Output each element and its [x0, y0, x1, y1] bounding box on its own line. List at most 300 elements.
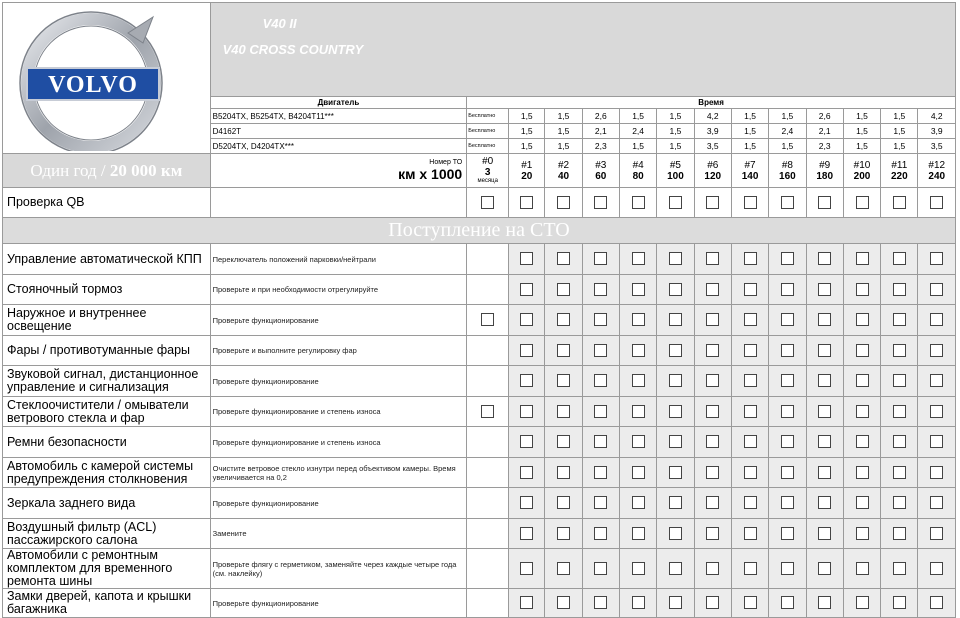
checklist-item-label: Замки дверей, капота и крышки багажника: [3, 589, 211, 618]
checkbox[interactable]: [557, 527, 570, 540]
checklist-item-description: Проверьте и при необходимости отрегулируйте: [210, 275, 467, 305]
checkbox[interactable]: [744, 344, 757, 357]
checkbox[interactable]: [818, 596, 831, 609]
checkbox-cell: [619, 589, 656, 618]
checklist-row: [3, 397, 956, 427]
period-label-bold: 20 000 км: [109, 160, 183, 180]
checkbox-cell: [918, 458, 956, 488]
engine-time-value: 3,9: [918, 124, 956, 139]
engine-name: D4162T: [210, 124, 467, 139]
checkbox[interactable]: [706, 562, 719, 575]
checkbox-cell: [467, 589, 509, 618]
checklist-item-description: Проверьте функционирование: [210, 305, 467, 336]
checkbox-cell: [843, 275, 880, 305]
checkbox[interactable]: [893, 344, 906, 357]
checkbox-cell: [694, 305, 731, 336]
checkbox[interactable]: [706, 466, 719, 479]
checkbox-cell: [918, 336, 956, 366]
checkbox[interactable]: [520, 405, 533, 418]
checkbox-cell: [582, 275, 619, 305]
checkbox[interactable]: [893, 596, 906, 609]
checkbox[interactable]: [669, 374, 682, 387]
checkbox-cell: [918, 397, 956, 427]
checkbox[interactable]: [930, 466, 943, 479]
engine-time-value: 4,2: [694, 109, 731, 124]
checkbox[interactable]: [557, 283, 570, 296]
checkbox[interactable]: [930, 496, 943, 509]
checkbox[interactable]: [520, 496, 533, 509]
checkbox[interactable]: [744, 596, 757, 609]
checkbox-cell: [582, 488, 619, 519]
service-step-header: [881, 154, 918, 188]
checkbox[interactable]: [818, 405, 831, 418]
checkbox[interactable]: [706, 374, 719, 387]
checkbox[interactable]: [632, 435, 645, 448]
checkbox[interactable]: [520, 344, 533, 357]
checkbox[interactable]: [930, 196, 943, 209]
checklist-row: [3, 549, 956, 589]
checkbox-cell: [918, 366, 956, 397]
checkbox[interactable]: [594, 252, 607, 265]
logo-cell: [3, 3, 211, 154]
checkbox[interactable]: [781, 405, 794, 418]
checkbox[interactable]: [594, 374, 607, 387]
checkbox[interactable]: [520, 252, 533, 265]
checkbox[interactable]: [632, 527, 645, 540]
checkbox-cell: [509, 427, 545, 458]
checkbox[interactable]: [818, 196, 831, 209]
checkbox[interactable]: [706, 313, 719, 326]
checkbox[interactable]: [818, 283, 831, 296]
service-steps-row: [3, 154, 956, 188]
checkbox[interactable]: [594, 527, 607, 540]
checkbox[interactable]: [594, 596, 607, 609]
checkbox[interactable]: [893, 435, 906, 448]
checkbox-cell: [619, 427, 656, 458]
checkbox[interactable]: [856, 596, 869, 609]
checkbox[interactable]: [669, 562, 682, 575]
checkbox[interactable]: [893, 252, 906, 265]
checkbox[interactable]: [856, 435, 869, 448]
checkbox[interactable]: [557, 405, 570, 418]
checkbox[interactable]: [706, 596, 719, 609]
engine-time-value: 1,5: [769, 109, 806, 124]
checklist-item-description: Очистите ветровое стекло изнутри перед объективом камеры. Время увеличивается на 0,2: [210, 458, 467, 488]
service-step-number: #9: [819, 159, 831, 171]
engine-free-label: Бесплатно: [467, 124, 509, 139]
checkbox[interactable]: [706, 527, 719, 540]
engine-time-value: 1,5: [843, 139, 880, 154]
checkbox[interactable]: [632, 496, 645, 509]
checkbox-cell: [769, 519, 806, 549]
checkbox[interactable]: [632, 196, 645, 209]
service-step-km: 180: [816, 170, 834, 182]
checkbox[interactable]: [557, 496, 570, 509]
checkbox[interactable]: [669, 344, 682, 357]
checkbox[interactable]: [557, 374, 570, 387]
checkbox-cell: [769, 427, 806, 458]
checkbox[interactable]: [706, 405, 719, 418]
checkbox-cell: [509, 188, 545, 218]
checkbox-cell: [694, 458, 731, 488]
checkbox-cell: [582, 366, 619, 397]
checkbox[interactable]: [744, 496, 757, 509]
checkbox-cell: [769, 488, 806, 519]
checkbox[interactable]: [930, 252, 943, 265]
checklist-item-label: Ремни безопасности: [3, 427, 211, 458]
checklist-item-label: Стояночный тормоз: [3, 275, 211, 305]
checkbox[interactable]: [818, 252, 831, 265]
checkbox[interactable]: [818, 435, 831, 448]
checklist-item-description: Проверьте функционирование и степень износа: [210, 427, 467, 458]
checkbox[interactable]: [744, 466, 757, 479]
checkbox[interactable]: [744, 562, 757, 575]
model-line-1: V40 II: [262, 16, 297, 31]
checkbox[interactable]: [520, 466, 533, 479]
checkbox[interactable]: [706, 283, 719, 296]
checkbox[interactable]: [893, 496, 906, 509]
checkbox-cell: [769, 366, 806, 397]
checkbox-cell: [881, 305, 918, 336]
checkbox[interactable]: [893, 466, 906, 479]
checkbox[interactable]: [557, 562, 570, 575]
checkbox-cell: [545, 488, 582, 519]
checkbox[interactable]: [856, 374, 869, 387]
checkbox[interactable]: [781, 496, 794, 509]
checkbox[interactable]: [632, 596, 645, 609]
checkbox-cell: [918, 589, 956, 618]
checkbox[interactable]: [930, 374, 943, 387]
checkbox-cell: [582, 549, 619, 589]
checkbox-cell: [657, 397, 694, 427]
checkbox[interactable]: [557, 596, 570, 609]
checkbox[interactable]: [557, 435, 570, 448]
checkbox-cell: [545, 188, 582, 218]
service-step-km: 200: [853, 170, 871, 182]
checkbox[interactable]: [594, 344, 607, 357]
checkbox-cell: [467, 458, 509, 488]
checkbox[interactable]: [669, 466, 682, 479]
checkbox[interactable]: [557, 313, 570, 326]
checkbox[interactable]: [669, 252, 682, 265]
checkbox[interactable]: [744, 435, 757, 448]
checkbox-cell: [582, 305, 619, 336]
checkbox[interactable]: [520, 196, 533, 209]
checkbox[interactable]: [557, 344, 570, 357]
checkbox[interactable]: [818, 527, 831, 540]
checkbox-cell: [694, 549, 731, 589]
service-step-number: #0: [482, 156, 494, 167]
checkbox[interactable]: [594, 405, 607, 418]
checkbox[interactable]: [893, 283, 906, 296]
service-step-header: [545, 154, 582, 188]
checkbox-cell: [545, 244, 582, 275]
checkbox[interactable]: [893, 562, 906, 575]
service-step-header: [619, 154, 656, 188]
checkbox[interactable]: [520, 562, 533, 575]
checkbox-cell: [582, 188, 619, 218]
checkbox-cell: [918, 188, 956, 218]
checkbox[interactable]: [557, 252, 570, 265]
checkbox-cell: [509, 488, 545, 519]
checkbox-cell: [619, 549, 656, 589]
checkbox[interactable]: [781, 283, 794, 296]
checkbox-cell: [657, 188, 694, 218]
checkbox[interactable]: [818, 496, 831, 509]
checkbox[interactable]: [669, 496, 682, 509]
checkbox-cell: [619, 397, 656, 427]
checkbox[interactable]: [706, 344, 719, 357]
checkbox-cell: [769, 397, 806, 427]
checklist-item-description: Проверьте и выполните регулировку фар: [210, 336, 467, 366]
km-label-cell: [210, 154, 467, 188]
checkbox[interactable]: [594, 466, 607, 479]
checkbox[interactable]: [744, 196, 757, 209]
checkbox[interactable]: [781, 252, 794, 265]
checkbox[interactable]: [520, 283, 533, 296]
checkbox[interactable]: [632, 466, 645, 479]
checkbox[interactable]: [669, 527, 682, 540]
checkbox[interactable]: [930, 435, 943, 448]
checkbox[interactable]: [594, 562, 607, 575]
checkbox[interactable]: [706, 252, 719, 265]
checkbox-cell: [509, 549, 545, 589]
checkbox[interactable]: [856, 496, 869, 509]
checkbox-cell: [769, 589, 806, 618]
checklist-row: [3, 519, 956, 549]
engine-name: B5204TX, B5254TX, B4204T11***: [210, 109, 467, 124]
checkbox-cell: [467, 336, 509, 366]
service-step-km: 120: [704, 170, 722, 182]
checkbox[interactable]: [930, 527, 943, 540]
engine-time-value: 1,5: [731, 124, 768, 139]
checkbox-cell: [806, 275, 843, 305]
checkbox[interactable]: [856, 405, 869, 418]
checkbox[interactable]: [856, 313, 869, 326]
service-step-number: #1: [521, 159, 533, 171]
checkbox[interactable]: [781, 562, 794, 575]
checklist-item-description: Проверьте функционирование и степень износа: [210, 397, 467, 427]
checkbox[interactable]: [893, 313, 906, 326]
engine-time-value: 1,5: [843, 124, 880, 139]
checkbox[interactable]: [893, 374, 906, 387]
checkbox-cell: [694, 366, 731, 397]
checkbox[interactable]: [669, 196, 682, 209]
checkbox[interactable]: [781, 466, 794, 479]
checkbox[interactable]: [781, 374, 794, 387]
checkbox-cell: [545, 305, 582, 336]
checkbox[interactable]: [781, 596, 794, 609]
checkbox-cell: [881, 275, 918, 305]
period-label: [3, 154, 211, 188]
checkbox[interactable]: [930, 405, 943, 418]
maintenance-table: [2, 2, 956, 618]
checkbox[interactable]: [781, 196, 794, 209]
checkbox[interactable]: [669, 313, 682, 326]
checkbox[interactable]: [669, 435, 682, 448]
checkbox-cell: [806, 427, 843, 458]
service-step-note: месяца: [477, 178, 498, 184]
checkbox[interactable]: [856, 527, 869, 540]
engine-free-label: Бесплатно: [467, 109, 509, 124]
checklist-item-label: Стеклоочистители / омыватели ветрового стекла и фар: [3, 397, 211, 427]
engine-time-value: 1,5: [619, 139, 656, 154]
service-step-number: #8: [781, 159, 793, 171]
checkbox[interactable]: [632, 405, 645, 418]
checkbox[interactable]: [520, 374, 533, 387]
checkbox[interactable]: [893, 196, 906, 209]
service-step-header: [769, 154, 806, 188]
checkbox-cell: [545, 458, 582, 488]
checkbox[interactable]: [594, 435, 607, 448]
checkbox-cell: [731, 336, 768, 366]
checkbox[interactable]: [594, 313, 607, 326]
checkbox[interactable]: [632, 283, 645, 296]
checkbox-cell: [731, 244, 768, 275]
engine-time-value: 2,3: [806, 139, 843, 154]
engine-time-value: 1,5: [509, 139, 545, 154]
service-step-header: [806, 154, 843, 188]
checkbox[interactable]: [744, 405, 757, 418]
checkbox[interactable]: [856, 562, 869, 575]
checkbox[interactable]: [669, 283, 682, 296]
checkbox[interactable]: [818, 562, 831, 575]
checkbox[interactable]: [856, 466, 869, 479]
checkbox[interactable]: [706, 196, 719, 209]
checkbox[interactable]: [818, 466, 831, 479]
checkbox[interactable]: [520, 435, 533, 448]
checkbox[interactable]: [669, 405, 682, 418]
service-step-km: 60: [595, 170, 607, 182]
checkbox[interactable]: [781, 344, 794, 357]
checkbox[interactable]: [818, 374, 831, 387]
checkbox-cell: [731, 427, 768, 458]
checkbox[interactable]: [856, 196, 869, 209]
checkbox[interactable]: [856, 252, 869, 265]
checklist-item-description: Проверьте функционирование: [210, 589, 467, 618]
checkbox[interactable]: [781, 313, 794, 326]
checkbox-cell: [619, 366, 656, 397]
checkbox-cell: [467, 305, 509, 336]
checklist-item-label: Автомобили с ремонтным комплектом для временного ремонта шины: [3, 549, 211, 589]
checkbox[interactable]: [632, 252, 645, 265]
engine-time-value: 2,4: [619, 124, 656, 139]
checkbox-cell: [509, 397, 545, 427]
checkbox[interactable]: [744, 313, 757, 326]
checkbox-cell: [657, 519, 694, 549]
engine-time-value: 1,5: [769, 139, 806, 154]
checkbox-cell: [657, 589, 694, 618]
checkbox[interactable]: [632, 374, 645, 387]
checklist-item-label: Проверка QB: [3, 188, 211, 218]
svg-text:VOLVO: VOLVO: [48, 72, 138, 98]
checkbox-cell: [657, 305, 694, 336]
checkbox-cell: [769, 188, 806, 218]
checklist-item-description: Замените: [210, 519, 467, 549]
checkbox[interactable]: [632, 313, 645, 326]
checkbox[interactable]: [744, 252, 757, 265]
checkbox[interactable]: [856, 283, 869, 296]
service-step-km: 3: [484, 167, 491, 178]
checkbox-cell: [467, 427, 509, 458]
checkbox-cell: [731, 305, 768, 336]
checkbox[interactable]: [557, 466, 570, 479]
checkbox[interactable]: [744, 374, 757, 387]
checkbox-cell: [467, 397, 509, 427]
checklist-item-label: Зеркала заднего вида: [3, 488, 211, 519]
checkbox-cell: [545, 549, 582, 589]
checkbox[interactable]: [818, 344, 831, 357]
checkbox[interactable]: [744, 283, 757, 296]
checkbox-cell: [619, 188, 656, 218]
checkbox[interactable]: [706, 496, 719, 509]
checkbox[interactable]: [781, 527, 794, 540]
checkbox-cell: [731, 366, 768, 397]
checkbox-cell: [545, 336, 582, 366]
checkbox-cell: [545, 397, 582, 427]
checkbox[interactable]: [893, 405, 906, 418]
checklist-item-label: Воздушный фильтр (ACL) пассажирского салона: [3, 519, 211, 549]
checkbox[interactable]: [481, 196, 494, 209]
service-step-header: [509, 154, 545, 188]
checkbox[interactable]: [893, 527, 906, 540]
checkbox[interactable]: [781, 435, 794, 448]
checkbox[interactable]: [818, 313, 831, 326]
checkbox-cell: [843, 244, 880, 275]
checkbox[interactable]: [557, 196, 570, 209]
checkbox-cell: [619, 519, 656, 549]
checklist-item-label: Звуковой сигнал, дистанционное управление и сигнализация: [3, 366, 211, 397]
checkbox-cell: [657, 488, 694, 519]
checklist-item-description: Проверьте флягу с герметиком, заменяйте через каждые четыре года (см. наклейку): [210, 549, 467, 589]
checkbox[interactable]: [930, 283, 943, 296]
checkbox[interactable]: [856, 344, 869, 357]
checkbox[interactable]: [520, 313, 533, 326]
checkbox[interactable]: [594, 496, 607, 509]
checkbox[interactable]: [632, 562, 645, 575]
checkbox[interactable]: [481, 313, 494, 326]
volvo-logo: [3, 5, 181, 151]
checklist-row: [3, 427, 956, 458]
checkbox-cell: [582, 458, 619, 488]
checkbox[interactable]: [706, 435, 719, 448]
checkbox[interactable]: [930, 344, 943, 357]
checkbox[interactable]: [744, 527, 757, 540]
checkbox[interactable]: [930, 596, 943, 609]
checkbox[interactable]: [520, 527, 533, 540]
checklist-row: [3, 275, 956, 305]
checkbox[interactable]: [520, 596, 533, 609]
checkbox-cell: [694, 427, 731, 458]
checkbox-cell: [918, 305, 956, 336]
checkbox[interactable]: [594, 196, 607, 209]
service-step-number: #11: [891, 159, 908, 171]
checkbox[interactable]: [930, 313, 943, 326]
engine-time-value: 1,5: [657, 139, 694, 154]
volvo-logo-icon: [3, 5, 181, 151]
checkbox[interactable]: [481, 405, 494, 418]
checkbox-cell: [545, 519, 582, 549]
checkbox[interactable]: [930, 562, 943, 575]
checkbox[interactable]: [594, 283, 607, 296]
checkbox-cell: [881, 397, 918, 427]
checkbox-cell: [467, 366, 509, 397]
checkbox-cell: [881, 458, 918, 488]
checkbox[interactable]: [632, 344, 645, 357]
checkbox[interactable]: [669, 596, 682, 609]
engine-time-value: 1,5: [509, 109, 545, 124]
checkbox-cell: [731, 275, 768, 305]
